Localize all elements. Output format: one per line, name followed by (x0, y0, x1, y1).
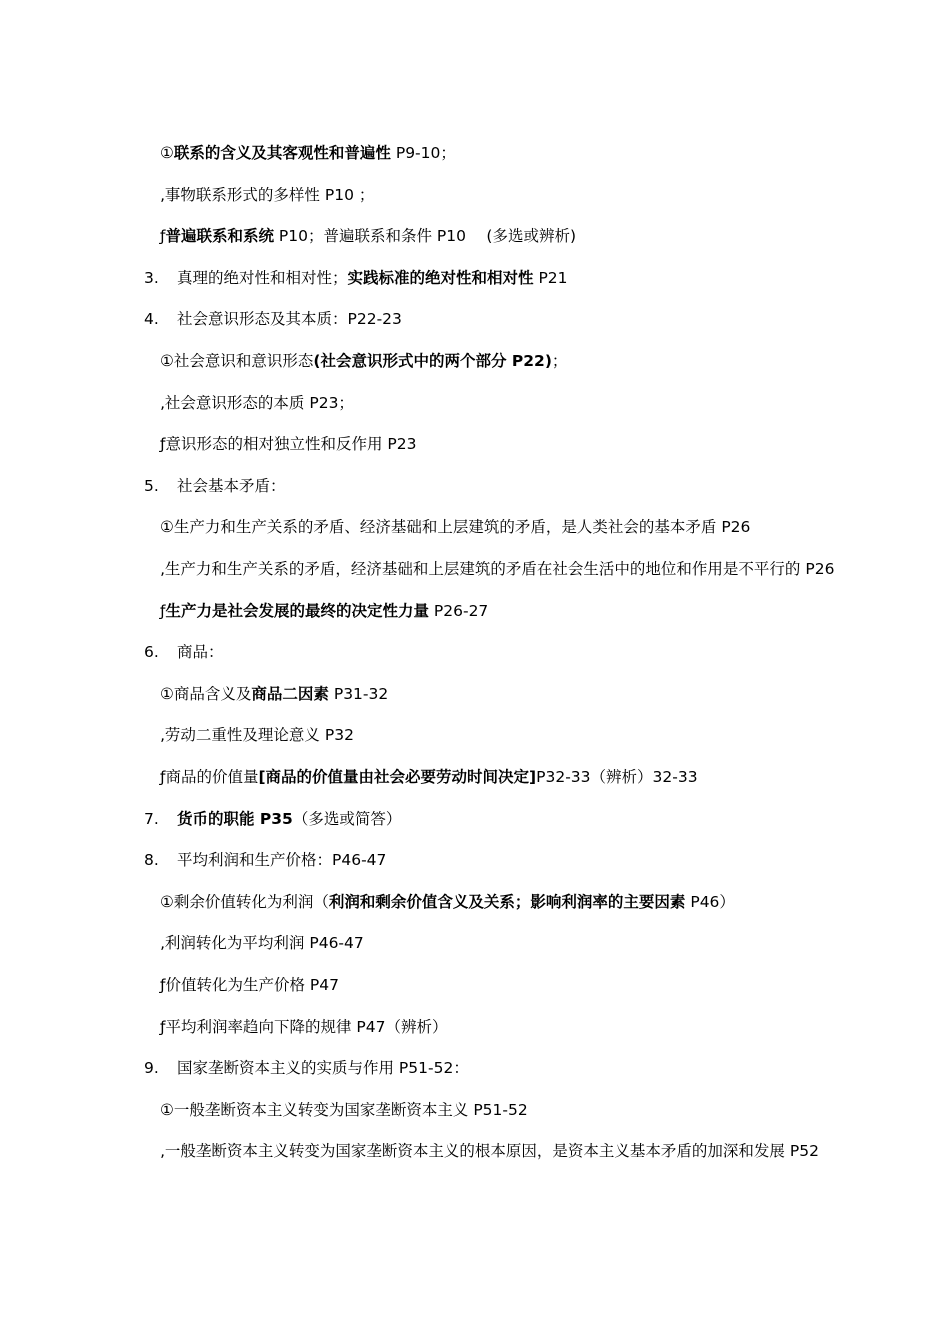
text: ƒ意识形态的相对独立性和反作用 P23 (160, 435, 417, 454)
text: P46） (685, 892, 735, 911)
sub-item (160, 142, 456, 164)
text: ‚劳动二重性及理论意义 P32 (160, 726, 354, 745)
numbered-item (144, 267, 568, 289)
numbered-item (144, 808, 401, 830)
sub-item (160, 1016, 447, 1038)
text: 国家垄断资本主义的实质与作用 P51-52： (177, 1059, 469, 1078)
text: ①生产力和生产关系的矛盾、经济基础和上层建筑的矛盾，是人类社会的基本矛盾 P26 (160, 518, 751, 537)
text: ①剩余价值转化为利润（ (160, 892, 329, 911)
item-number: 3. (144, 268, 159, 287)
numbered-item (144, 308, 402, 330)
text: ‚社会意识形态的本质 P23； (160, 393, 354, 412)
sub-item (160, 392, 354, 414)
bold-text: [商品的价值量由社会必要劳动时间决定] (258, 768, 537, 786)
numbered-item (144, 641, 224, 663)
bold-text: 联系的含义及其客观性和普遍性 (173, 144, 391, 162)
text: P32-33（辨析）32-33 (536, 768, 698, 786)
sub-item (160, 184, 374, 206)
text: ƒ平均利润率趋向下降的规律 P47（辨析） (160, 1017, 448, 1036)
bold-text: 生产力是社会发展的最终的决定性力量 (165, 601, 429, 620)
sub-item (160, 766, 698, 788)
numbered-item (144, 475, 286, 497)
numbered-item (144, 849, 386, 871)
sub-item (160, 683, 388, 705)
sub-item (160, 724, 354, 746)
sub-item (160, 974, 339, 996)
text: （多选或简答） (292, 809, 402, 828)
item-number: 9. (144, 1059, 159, 1078)
sub-item (160, 932, 364, 954)
sub-item (160, 558, 834, 580)
text: ƒ (160, 227, 166, 246)
text: 商品： (177, 643, 224, 662)
sub-item (160, 1099, 528, 1121)
text: 社会意识形态及其本质：P22-23 (177, 310, 402, 329)
sub-item (160, 891, 735, 913)
text: ‚利润转化为平均利润 P46-47 (160, 934, 364, 953)
item-number: 5. (144, 476, 159, 495)
text: 真理的绝对性和相对性； (177, 268, 348, 287)
text: ①商品含义及 (160, 684, 252, 703)
sub-item (160, 433, 416, 455)
text: ƒ (160, 601, 166, 620)
text: P10；普遍联系和条件 P10 (多选或辨析) (273, 227, 577, 246)
bold-text: 实践标准的绝对性和相对性 (347, 268, 534, 287)
bold-text: 商品二因素 (251, 684, 329, 703)
text: 社会基本矛盾： (177, 476, 286, 495)
text: ； (551, 352, 568, 370)
text: P26-27 (428, 601, 489, 620)
text: ‚事物联系形式的多样性 P10 ； (160, 185, 375, 204)
text: ① (160, 144, 174, 162)
text: ①一般垄断资本主义转变为国家垄断资本主义 P51-52 (160, 1100, 528, 1119)
bold-text: 利润和剩余价值含义及关系；影响利润率的主要因素 (328, 892, 686, 911)
text: ‚生产力和生产关系的矛盾，经济基础和上层建筑的矛盾在社会生活中的地位和作用是不平行的 P26 (160, 560, 835, 578)
item-number: 4. (144, 310, 159, 329)
item-number: 7. (144, 809, 159, 828)
text: P31-32 (328, 684, 389, 703)
sub-item (160, 225, 576, 247)
bold-text: 普遍联系和系统 (165, 227, 274, 246)
item-number: 6. (144, 643, 159, 662)
numbered-item (144, 1057, 469, 1079)
text: P9-10； (390, 144, 456, 162)
text: ƒ价值转化为生产价格 P47 (160, 976, 339, 994)
text: ①社会意识和意识形态 (160, 352, 314, 370)
text: ƒ商品的价值量 (160, 768, 259, 786)
sub-item (160, 516, 750, 538)
bold-text: 货币的职能 P35 (177, 809, 293, 828)
text: 平均利润和生产价格：P46-47 (177, 851, 387, 870)
sub-item (160, 600, 488, 622)
text: P21 (533, 268, 568, 287)
item-number: 8. (144, 851, 159, 870)
bold-text: (社会意识形式中的两个部分 P22) (313, 352, 552, 370)
sub-item (160, 350, 567, 372)
sub-item (160, 1140, 819, 1162)
text: ‚一般垄断资本主义转变为国家垄断资本主义的根本原因，是资本主义基本矛盾的加深和发展 P52 (160, 1142, 819, 1161)
